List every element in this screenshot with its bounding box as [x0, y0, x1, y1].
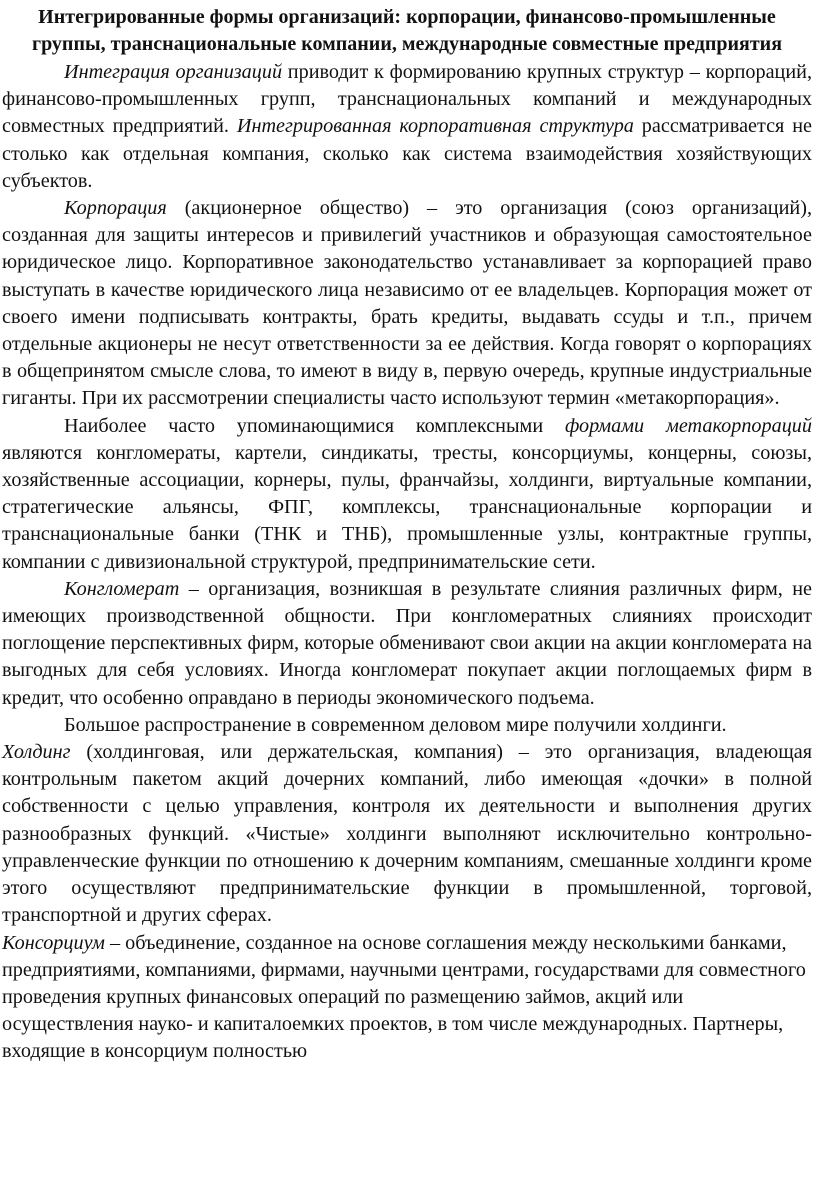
paragraph-holdings-intro: [2, 712, 812, 739]
paragraph-conglomerate: [2, 576, 812, 712]
paragraph-corporation: [2, 195, 812, 413]
paragraph-text: являются конгломераты, картели, синдикаты, тресты, консорциумы, концерны, союзы, хозяйственные ассоциации, корнеры, пулы, франчайзы, холдинги, виртуальные компании, стратегические альянсы, ФПГ, комплексы, транснациональные корпорации и транснациональные банки (ТНК и ТНБ), промышленные узлы, контрактные группы, компании с дивизиональной структурой, предпринимательские сети.: [2, 441, 812, 573]
paragraph-text: Наиболее часто упоминающимися комплексными: [64, 414, 565, 437]
paragraph-text: (холдинговая, или держательская, компания) – это организация, владеющая контрольным пакетом акций дочерних компаний, либо имеющая «дочки» в полной собственности с целью управления, контроля их деятельности и выполнения других разнообразных функций. «Чистые» холдинги выполняют исключительно контрольно-управленческие функции по отношению к дочерним компаниям, смешанные холдинги кроме этого осуществляют предпринимательские функции в промышленной, торговой, транспортной и других сферах.: [2, 741, 812, 927]
term-metacorporation-forms: формами метакорпораций: [564, 414, 812, 437]
paragraph-metacorporation-forms: [2, 413, 812, 576]
paragraph-text: – организация, возникшая в результате слияния различных фирм, не имеющих производственной общности. При конгломератных слияниях происходит поглощение перспективных фирм, которые обменивают свои акции на акции конгломерата на выгодных для себя условиях. Иногда конгломерат покупает акции поглощаемых фирм в кредит, что особенно оправдано в периоды экономического подъема.: [2, 577, 812, 709]
term-integration: Интеграция организаций: [64, 61, 283, 83]
paragraph-text: – объединение, созданное на основе соглашения между несколькими банками, предприятиями, компаниями, фирмами, научными центрами, государствами для совместного проведения крупных финансовых операций по размещению займов, акций или осуществления науко- и капиталоемких проектов, в том числе международных. Партнеры, входящие в консорциум полностью: [2, 931, 806, 1063]
paragraph-consortium: [2, 930, 812, 1066]
term-consortium: Консорциум: [2, 931, 105, 954]
document-title: Интегрированные формы организаций: корпорации, финансово-промышленные группы, транснациональные компании, международные совместные предприятия: [31, 6, 783, 55]
paragraph-text: рассматривается не столько как отдельная компания, сколько как система взаимодействия хозяйствующих субъектов.: [2, 115, 812, 192]
paragraph-holding: [2, 739, 812, 929]
term-conglomerate: Конгломерат: [64, 577, 180, 600]
term-corporation: Корпорация: [64, 197, 167, 220]
paragraph-text: (акционерное общество) – это организация (союз организаций), созданная для защиты интересов и привилегий участников и образующая самостоятельное юридическое лицо. Корпоративное законодательство устанавливает за корпорацией право выступать в качестве юридического лица независимо от ее владельцев. Корпорация может от своего имени подписывать контракты, брать кредиты, выдавать ссуды и т.п., причем отдельные акционеры не несут ответственности за ее действия. Когда говорят о корпорациях в общепринятом смысле слова, то имеют в виду в, первую очередь, крупные индустриальные гиганты. При их рассмотрении специалисты часто используют термин «метакорпорация».: [2, 197, 812, 410]
paragraph-text: приводит к формированию крупных структур – корпораций, финансово-промышленных групп, транснациональных компаний и международных совместных предприятий.: [2, 61, 812, 138]
paragraph-integration: [2, 59, 812, 195]
term-holding: Холдинг: [2, 741, 71, 764]
paragraph-text: Большое распространение в современном деловом мире получили холдинги.: [64, 713, 727, 736]
term-integrated-structure: Интегрированная корпоративная структура: [236, 115, 634, 138]
